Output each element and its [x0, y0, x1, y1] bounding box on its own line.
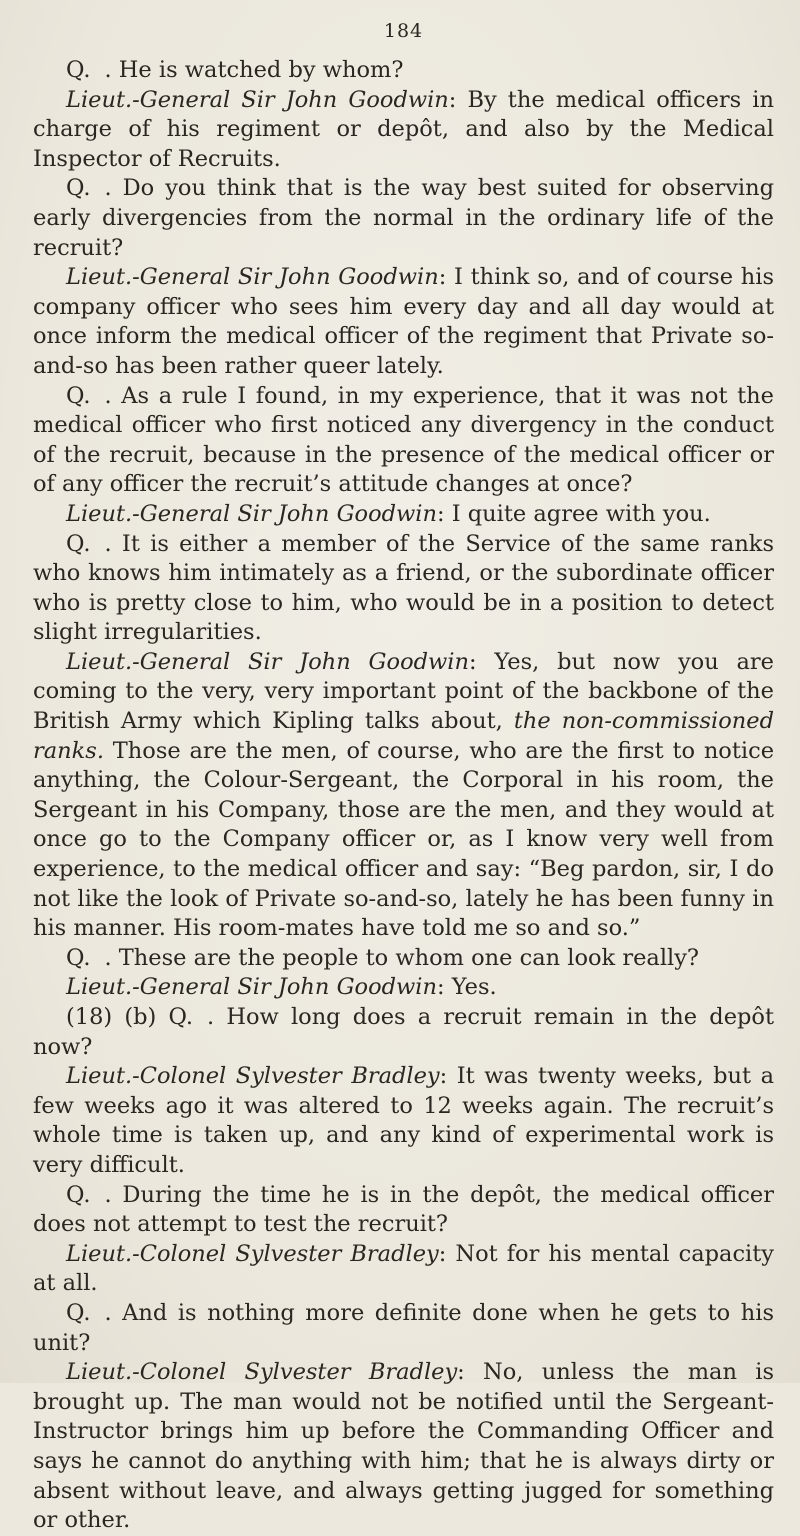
speaker-name: Lieut.-General Sir John Goodwin [66, 86, 449, 113]
question-text: . He is watched by whom? [104, 57, 404, 83]
question-prefix: Q. [66, 382, 91, 409]
question-paragraph [33, 944, 774, 974]
question-prefix: (18) (b) Q. [66, 1004, 193, 1030]
emphasis-text: the non-commissioned ranks. [33, 708, 774, 764]
answer-paragraph [33, 1240, 774, 1299]
answer-text: : Yes, but now you are coming to the very, very important point of the backbone of the British Army which Kipling talks about, [33, 648, 774, 735]
answer-text: : No, unless the man is brought up. The man would not be notified until the Sergeant-Instructor brings him up before the Commanding Officer and says he cannot do anything with him; that he is always dirty or absent without leave, and always getting jugged for something or other. [33, 1359, 774, 1534]
question-text: . These are the people to whom one can look really? [104, 944, 699, 971]
transcript-body [33, 56, 774, 1536]
answer-text: : By the medical officers in charge of his regiment or depôt, and also by the Medical Inspector of Recruits. [33, 86, 774, 172]
question-paragraph [33, 56, 774, 86]
page-number: 184 [383, 20, 424, 42]
speaker-name: Lieut.-Colonel Sylvester Bradley [66, 1240, 439, 1267]
question-prefix: Q. [66, 1181, 91, 1208]
question-text: . As a rule I found, in my experience, that it was not the medical officer who first noticed any divergency in the conduct of the recruit, because in the presence of the medical officer or of any officer the recruit’s attitude changes at once? [33, 382, 774, 498]
answer-text-continued: Those are the men, of course, who are the first to notice anything, the Colour-Sergeant, the Corporal in his room, the Sergeant in his Company, those are the men, and they would at once go to the Company officer or, as I know very well from experience, to the medical officer and say: “Beg pardon, sir, I do not like the look of Private so-and-so, lately he has been funny in his manner. His room-mates have told me so and so.” [33, 737, 775, 942]
question-paragraph [33, 1299, 774, 1358]
speaker-name: Lieut.-General Sir John Goodwin [66, 264, 439, 291]
answer-text: : I quite agree with you. [437, 500, 711, 527]
question-text: . And is nothing more definite done when he gets to his unit? [33, 1299, 774, 1356]
answer-paragraph [33, 1062, 774, 1180]
speaker-name: Lieut.-General Sir John Goodwin [66, 974, 437, 1001]
answer-paragraph [33, 973, 774, 1003]
answer-paragraph [33, 1358, 774, 1536]
question-paragraph [33, 1003, 774, 1062]
question-text: . During the time he is in the depôt, the medical officer does not attempt to test the recruit? [33, 1181, 774, 1238]
question-text: . How long does a recruit remain in the depôt now? [33, 1004, 774, 1060]
question-prefix: Q. [66, 1299, 91, 1326]
speaker-name: Lieut.-Colonel Sylvester Bradley [66, 1063, 440, 1090]
answer-paragraph [33, 500, 774, 530]
answer-text: : Yes. [437, 974, 497, 1001]
answer-paragraph [33, 86, 774, 175]
question-paragraph [33, 382, 774, 500]
answer-text: : It was twenty weeks, but a few weeks ago it was altered to 12 weeks again. The recruit’s whole time is taken up, and any kind of experimental work is very difficult. [33, 1063, 775, 1178]
question-paragraph [33, 1181, 774, 1240]
question-paragraph [33, 530, 774, 648]
question-prefix: Q. [66, 530, 91, 557]
question-text: . Do you think that is the way best suited for observing early divergencies from the normal in the ordinary life of the recruit? [33, 175, 774, 261]
question-text: . It is either a member of the Service of the same ranks who knows him intimately as a friend, or the subordinate officer who is pretty close to him, who would be in a position to detect slight irregularities. [33, 530, 774, 646]
question-prefix: Q. [66, 944, 91, 971]
speaker-name: Lieut.-General Sir John Goodwin [66, 500, 437, 527]
question-paragraph [33, 174, 774, 263]
speaker-name: Lieut.-General Sir John Goodwin [66, 648, 469, 675]
answer-text: : I think so, and of course his company officer who sees him every day and all day would at once inform the medical officer of the regiment that Private so-and-so has been rather queer lately. [33, 264, 774, 379]
question-prefix: Q. [66, 175, 91, 202]
speaker-name: Lieut.-Colonel Sylvester Bradley [66, 1359, 458, 1386]
answer-paragraph [33, 263, 774, 381]
answer-text: : Not for his mental capacity at all. [33, 1240, 774, 1297]
answer-paragraph [33, 648, 774, 944]
question-prefix: Q. [66, 57, 91, 83]
